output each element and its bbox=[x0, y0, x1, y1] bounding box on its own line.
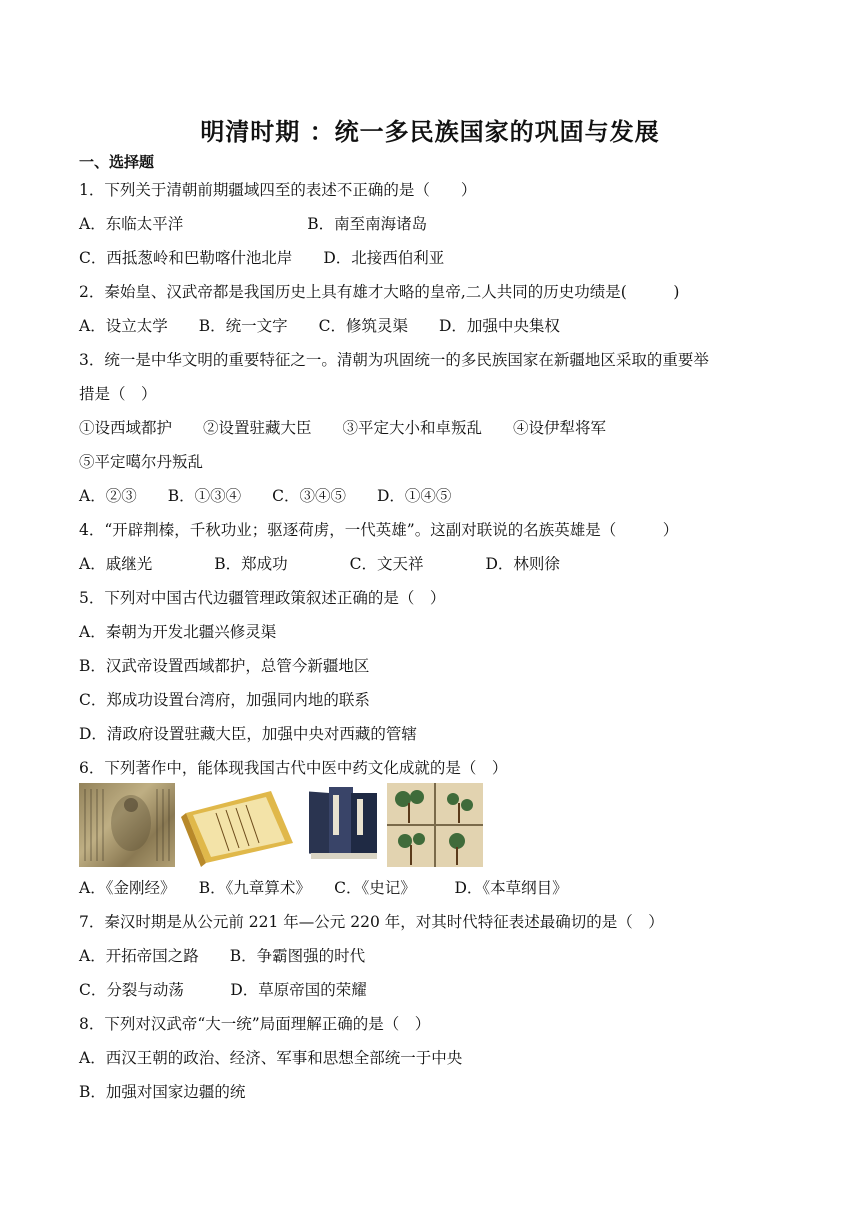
bencao-gangmu-image bbox=[387, 783, 483, 867]
question-3-cont: 措是（ ） bbox=[79, 385, 157, 403]
option-line: C．郑成功设置台湾府，加强同内地的联系 bbox=[79, 691, 370, 709]
option-line: A．戚继光 B．郑成功 C．文天祥 D．林则徐 bbox=[79, 555, 560, 573]
question-1: 1．下列关于清朝前期疆域四至的表述不正确的是（ ） bbox=[79, 181, 477, 199]
option-line: A．秦朝为开发北疆兴修灵渠 bbox=[79, 623, 277, 641]
option-line: C．西抵葱岭和巴勒喀什池北岸 D．北接西伯利亚 bbox=[79, 249, 445, 267]
option-line: A．西汉王朝的政治、经济、军事和思想全部统一于中央 bbox=[79, 1049, 463, 1067]
question-3: 3．统一是中华文明的重要特征之一。清朝为巩固统一的多民族国家在新疆地区采取的重要举 bbox=[79, 351, 709, 369]
option-line: D．清政府设置驻藏大臣，加强中央对西藏的管辖 bbox=[79, 725, 417, 743]
option-line: A．设立太学 B．统一文字 C．修筑灵渠 D．加强中央集权 bbox=[79, 317, 560, 335]
page-title: 明清时期 ：统一多民族国家的巩固与发展 bbox=[200, 118, 660, 146]
option-line: ①设西域都护 ②设置驻藏大臣 ③平定大小和卓叛乱 ④设伊犁将军 bbox=[79, 419, 607, 437]
jingang-jing-image bbox=[79, 783, 175, 867]
question-6-images bbox=[79, 783, 499, 867]
question-2: 2．秦始皇、汉武帝都是我国历史上具有雄才大略的皇帝,二人共同的历史功绩是( ) bbox=[79, 283, 680, 301]
option-line: A．②③ B．①③④ C．③④⑤ D．①④⑤ bbox=[79, 487, 452, 505]
option-line: C．分裂与动荡 D．草原帝国的荣耀 bbox=[79, 981, 367, 999]
question-6: 6．下列著作中，能体现我国古代中医中药文化成就的是（ ） bbox=[79, 759, 508, 777]
question-4: 4．“开辟荆榛，千秋功业；驱逐荷虏，一代英雄”。这副对联说的名族英雄是（ ） bbox=[79, 521, 679, 539]
shiji-image bbox=[301, 783, 384, 867]
question-7: 7．秦汉时期是从公元前 221 年—公元 220 年，对其时代特征表述最确切的是（ ） bbox=[79, 913, 664, 931]
option-line: B．汉武帝设置西域都护，总管今新疆地区 bbox=[79, 657, 370, 675]
option-line: A．东临太平洋 B．南至南海诸岛 bbox=[79, 215, 428, 233]
jiuzhang-suanshu-image bbox=[181, 783, 296, 867]
option-line: ⑤平定噶尔丹叛乱 bbox=[79, 453, 204, 471]
question-5: 5．下列对中国古代边疆管理政策叙述正确的是（ ） bbox=[79, 589, 446, 607]
question-8: 8．下列对汉武帝“大一统”局面理解正确的是（ ） bbox=[79, 1015, 431, 1033]
section-heading: 一、选择题 bbox=[79, 153, 155, 171]
option-line: A．《金刚经》 B．《九章算术》 C．《史记》 D．《本草纲目》 bbox=[79, 879, 568, 897]
option-line: A．开拓帝国之路 B．争霸图强的时代 bbox=[79, 947, 366, 965]
option-line: B．加强对国家边疆的统 bbox=[79, 1083, 246, 1101]
